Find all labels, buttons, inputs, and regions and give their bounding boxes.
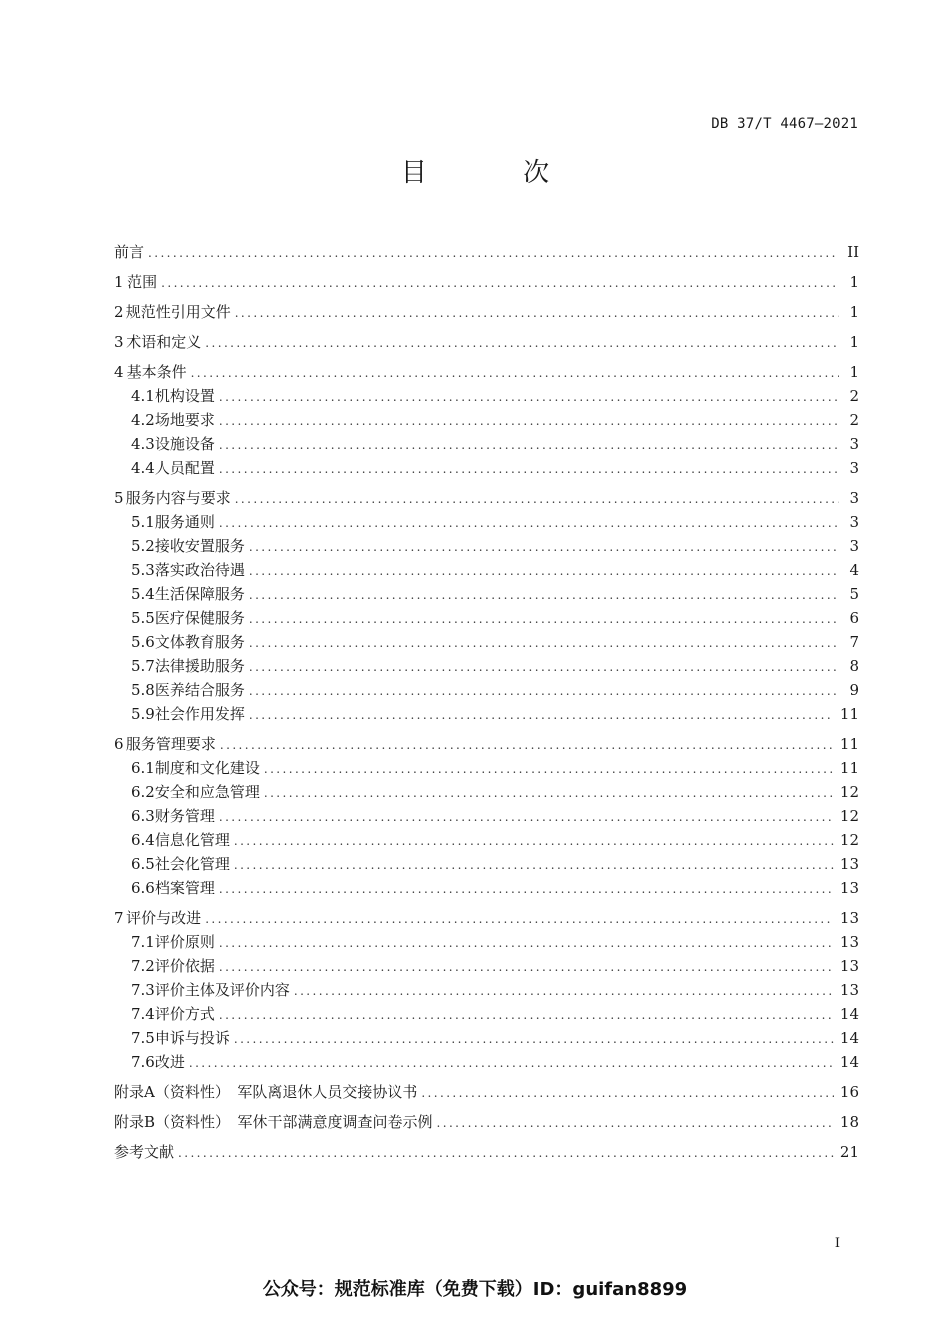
toc-entry-page: 12 [839,807,859,825]
toc-leader-dots [249,631,839,655]
toc-entry-number: 5.6 [131,633,155,651]
toc-entry-label: 档案管理 [154,879,215,897]
toc-entry[interactable] [114,486,859,510]
toc-entry-label: 评价与改进 [126,909,202,927]
toc-entry-page: 3 [849,489,859,507]
toc-leader-dots [219,409,839,433]
toc-entry-page: 1 [849,273,859,291]
toc-entry[interactable] [114,654,859,678]
toc-entry-number: 7.1 [131,933,155,951]
toc-entry[interactable] [114,630,859,654]
toc-entry-page: 9 [849,681,859,699]
toc-leader-dots [219,877,834,901]
toc-leader-dots [264,757,834,781]
toc-leader-dots [437,1111,834,1135]
toc-entry-label: 评价依据 [154,957,215,975]
toc-entry-number: 2 [114,303,124,321]
toc-entry-label: 法律援助服务 [154,657,245,675]
toc-entry[interactable] [114,510,859,534]
page-number: I [834,1236,840,1251]
toc-entry-page: 11 [839,705,859,723]
toc-entry-number: 4.1 [131,387,155,405]
toc-leader-dots [421,1081,834,1105]
toc-entry-page: 6 [849,609,859,627]
toc-entry-number: 5.8 [131,681,155,699]
toc-entry-page: 18 [839,1113,859,1131]
page-title: 目 次 [400,158,594,188]
toc-entry-page: 4 [849,561,859,579]
toc-entry-page: 2 [849,387,859,405]
toc-entry-label: 落实政治待遇 [154,561,245,579]
toc-entry[interactable] [114,702,859,726]
toc-entry-page: 3 [849,537,859,555]
toc-leader-dots [219,805,834,829]
toc-leader-dots [220,733,834,757]
toc-entry-number: 5 [114,489,124,507]
toc-leader-dots [205,907,834,931]
toc-entry-page: 13 [839,855,859,873]
toc-leader-dots [234,829,834,853]
toc-leader-dots [219,433,839,457]
toc-entry-page: 3 [849,513,859,531]
toc-entry-page: 14 [839,1029,859,1047]
toc-entry-page: 11 [839,735,859,753]
toc-leader-dots [249,655,839,679]
toc-leader-dots [219,931,834,955]
toc-entry-label: 制度和文化建设 [154,759,260,777]
toc-entry[interactable] [114,534,859,558]
toc-entry-page: 13 [839,981,859,999]
toc-entry-number: 7.2 [131,957,155,975]
toc-entry-number: 3 [114,333,124,351]
toc-entry-number: 4 [114,363,124,381]
toc-leader-dots [205,331,839,355]
toc-entry-label: 服务通则 [154,513,215,531]
toc-entry[interactable] [114,954,859,978]
toc-entry[interactable] [114,804,859,828]
toc-leader-dots [219,511,839,535]
toc-entry[interactable] [114,1080,859,1104]
toc-entry-number: 7.3 [131,981,155,999]
toc-entry-page: 12 [839,783,859,801]
toc-entry-label: 术语和定义 [126,333,202,351]
toc-entry-label: 服务管理要求 [125,735,216,753]
toc-leader-dots [234,853,834,877]
toc-entry-page: 21 [839,1143,859,1161]
toc-entry[interactable] [114,930,859,954]
toc-leader-dots [294,979,834,1003]
toc-entry[interactable] [114,1050,859,1074]
toc-leader-dots [249,535,839,559]
toc-leader-dots [148,241,839,265]
toc-entry-label: 服务内容与要求 [125,489,231,507]
toc-entry-number: 1 [114,273,124,291]
toc-entry-number: 7.6 [131,1053,155,1071]
toc-entry-page: 3 [849,459,859,477]
toc-entry-label: 生活保障服务 [154,585,245,603]
toc-entry-label: 前言 [114,243,145,261]
toc-leader-dots [219,955,834,979]
toc-leader-dots [189,1051,834,1075]
toc-entry-label: 附录B（资料性） 军休干部满意度调查问卷示例 [114,1113,433,1131]
toc-entry[interactable] [114,270,859,294]
toc-entry-label: 范围 [127,273,158,291]
toc-entry-label: 医疗保健服务 [154,609,245,627]
toc-entry-page: 5 [849,585,859,603]
toc-entry-label: 信息化管理 [154,831,230,849]
toc-entry-number: 4.2 [131,411,155,429]
toc-entry-number: 6.3 [131,807,155,825]
toc-entry[interactable] [114,678,859,702]
toc-entry-number: 6.6 [131,879,155,897]
toc-entry-number: 6.2 [131,783,155,801]
toc-entry[interactable] [114,606,859,630]
toc-entry-label: 参考文献 [114,1143,175,1161]
toc-entry-label: 评价方式 [154,1005,215,1023]
toc-entry[interactable] [114,1140,859,1164]
toc-entry-number: 7.5 [131,1029,155,1047]
toc-entry-page: 11 [839,759,859,777]
toc-leader-dots [191,361,839,385]
toc-entry[interactable] [114,1110,859,1134]
toc-entry-label: 附录A（资料性） 军队离退休人员交接协议书 [114,1083,418,1101]
toc-leader-dots [235,487,839,511]
toc-leader-dots [249,559,839,583]
toc-entry-number: 5.2 [131,537,155,555]
toc-entry-label: 场地要求 [154,411,215,429]
toc-entry[interactable] [114,852,859,876]
toc-leader-dots [219,1003,834,1027]
toc-entry[interactable] [114,906,859,930]
toc-entry-number: 5.3 [131,561,155,579]
toc-entry-number: 7.4 [131,1005,155,1023]
toc-entry-page: 1 [849,363,859,381]
toc-entry-page: 3 [849,435,859,453]
toc-entry-number: 6.4 [131,831,155,849]
toc-entry[interactable] [114,582,859,606]
toc-entry[interactable] [114,300,859,324]
toc-entry-page: 14 [839,1053,859,1071]
toc-leader-dots [249,679,839,703]
toc-entry-page: 13 [839,879,859,897]
toc-entry[interactable] [114,456,859,480]
toc-entry-page: 8 [849,657,859,675]
toc-entry-label: 规范性引用文件 [125,303,231,321]
toc-entry-number: 6.1 [131,759,155,777]
toc-entry-page: 16 [839,1083,859,1101]
toc-entry-number: 4.3 [131,435,155,453]
toc-leader-dots [249,583,839,607]
toc-leader-dots [249,607,839,631]
footer-note: 公众号：规范标准库（免费下载）ID：guifan8899 [262,1279,688,1300]
toc-entry-label: 安全和应急管理 [154,783,260,801]
toc-entry-label: 社会作用发挥 [154,705,245,723]
toc-entry[interactable] [114,558,859,582]
toc-leader-dots [235,301,839,325]
toc-entry-page: 13 [839,909,859,927]
toc-entry[interactable] [114,1026,859,1050]
toc-entry-number: 6 [114,735,124,753]
toc-entry-page: 13 [839,957,859,975]
toc-leader-dots [161,271,839,295]
toc-entry-label: 社会化管理 [154,855,230,873]
toc-entry[interactable] [114,384,859,408]
toc-entry[interactable] [114,1002,859,1026]
toc-entry-number: 5.5 [131,609,155,627]
toc-entry-number: 5.9 [131,705,155,723]
toc-entry-number: 5.1 [131,513,155,531]
table-of-contents [114,240,859,1164]
toc-entry-number: 6.5 [131,855,155,873]
toc-leader-dots [219,457,839,481]
standard-code: DB 37/T 4467—2021 [711,116,858,132]
toc-entry[interactable] [114,756,859,780]
toc-entry-label: 改进 [154,1053,185,1071]
toc-entry[interactable] [114,408,859,432]
toc-leader-dots [249,703,834,727]
toc-entry-page: 1 [849,303,859,321]
toc-leader-dots [219,385,839,409]
toc-leader-dots [178,1141,834,1165]
toc-entry-label: 人员配置 [154,459,215,477]
toc-entry-number: 5.7 [131,657,155,675]
toc-entry[interactable] [114,978,859,1002]
toc-entry-label: 基本条件 [126,363,187,381]
toc-entry-label: 评价主体及评价内容 [154,981,290,999]
toc-entry-page: II [847,243,859,261]
toc-entry-label: 设施设备 [154,435,215,453]
toc-entry[interactable] [114,780,859,804]
toc-entry[interactable] [114,240,859,264]
toc-entry-page: 14 [839,1005,859,1023]
toc-entry-label: 医养结合服务 [154,681,245,699]
toc-entry-label: 财务管理 [154,807,215,825]
toc-entry[interactable] [114,432,859,456]
toc-entry-page: 12 [839,831,859,849]
toc-entry-label: 评价原则 [154,933,215,951]
toc-entry-label: 机构设置 [154,387,215,405]
toc-leader-dots [264,781,834,805]
toc-entry-page: 7 [849,633,859,651]
toc-entry[interactable] [114,876,859,900]
toc-entry-number: 5.4 [131,585,155,603]
toc-entry[interactable] [114,330,859,354]
toc-entry-label: 接收安置服务 [154,537,245,555]
toc-entry-page: 13 [839,933,859,951]
toc-entry-label: 申诉与投诉 [154,1029,230,1047]
toc-entry[interactable] [114,828,859,852]
toc-entry-label: 文体教育服务 [154,633,245,651]
toc-entry-number: 4.4 [131,459,155,477]
toc-entry[interactable] [114,360,859,384]
toc-entry-page: 1 [849,333,859,351]
toc-entry-page: 2 [849,411,859,429]
toc-leader-dots [234,1027,834,1051]
toc-entry[interactable] [114,732,859,756]
toc-entry-number: 7 [114,909,124,927]
